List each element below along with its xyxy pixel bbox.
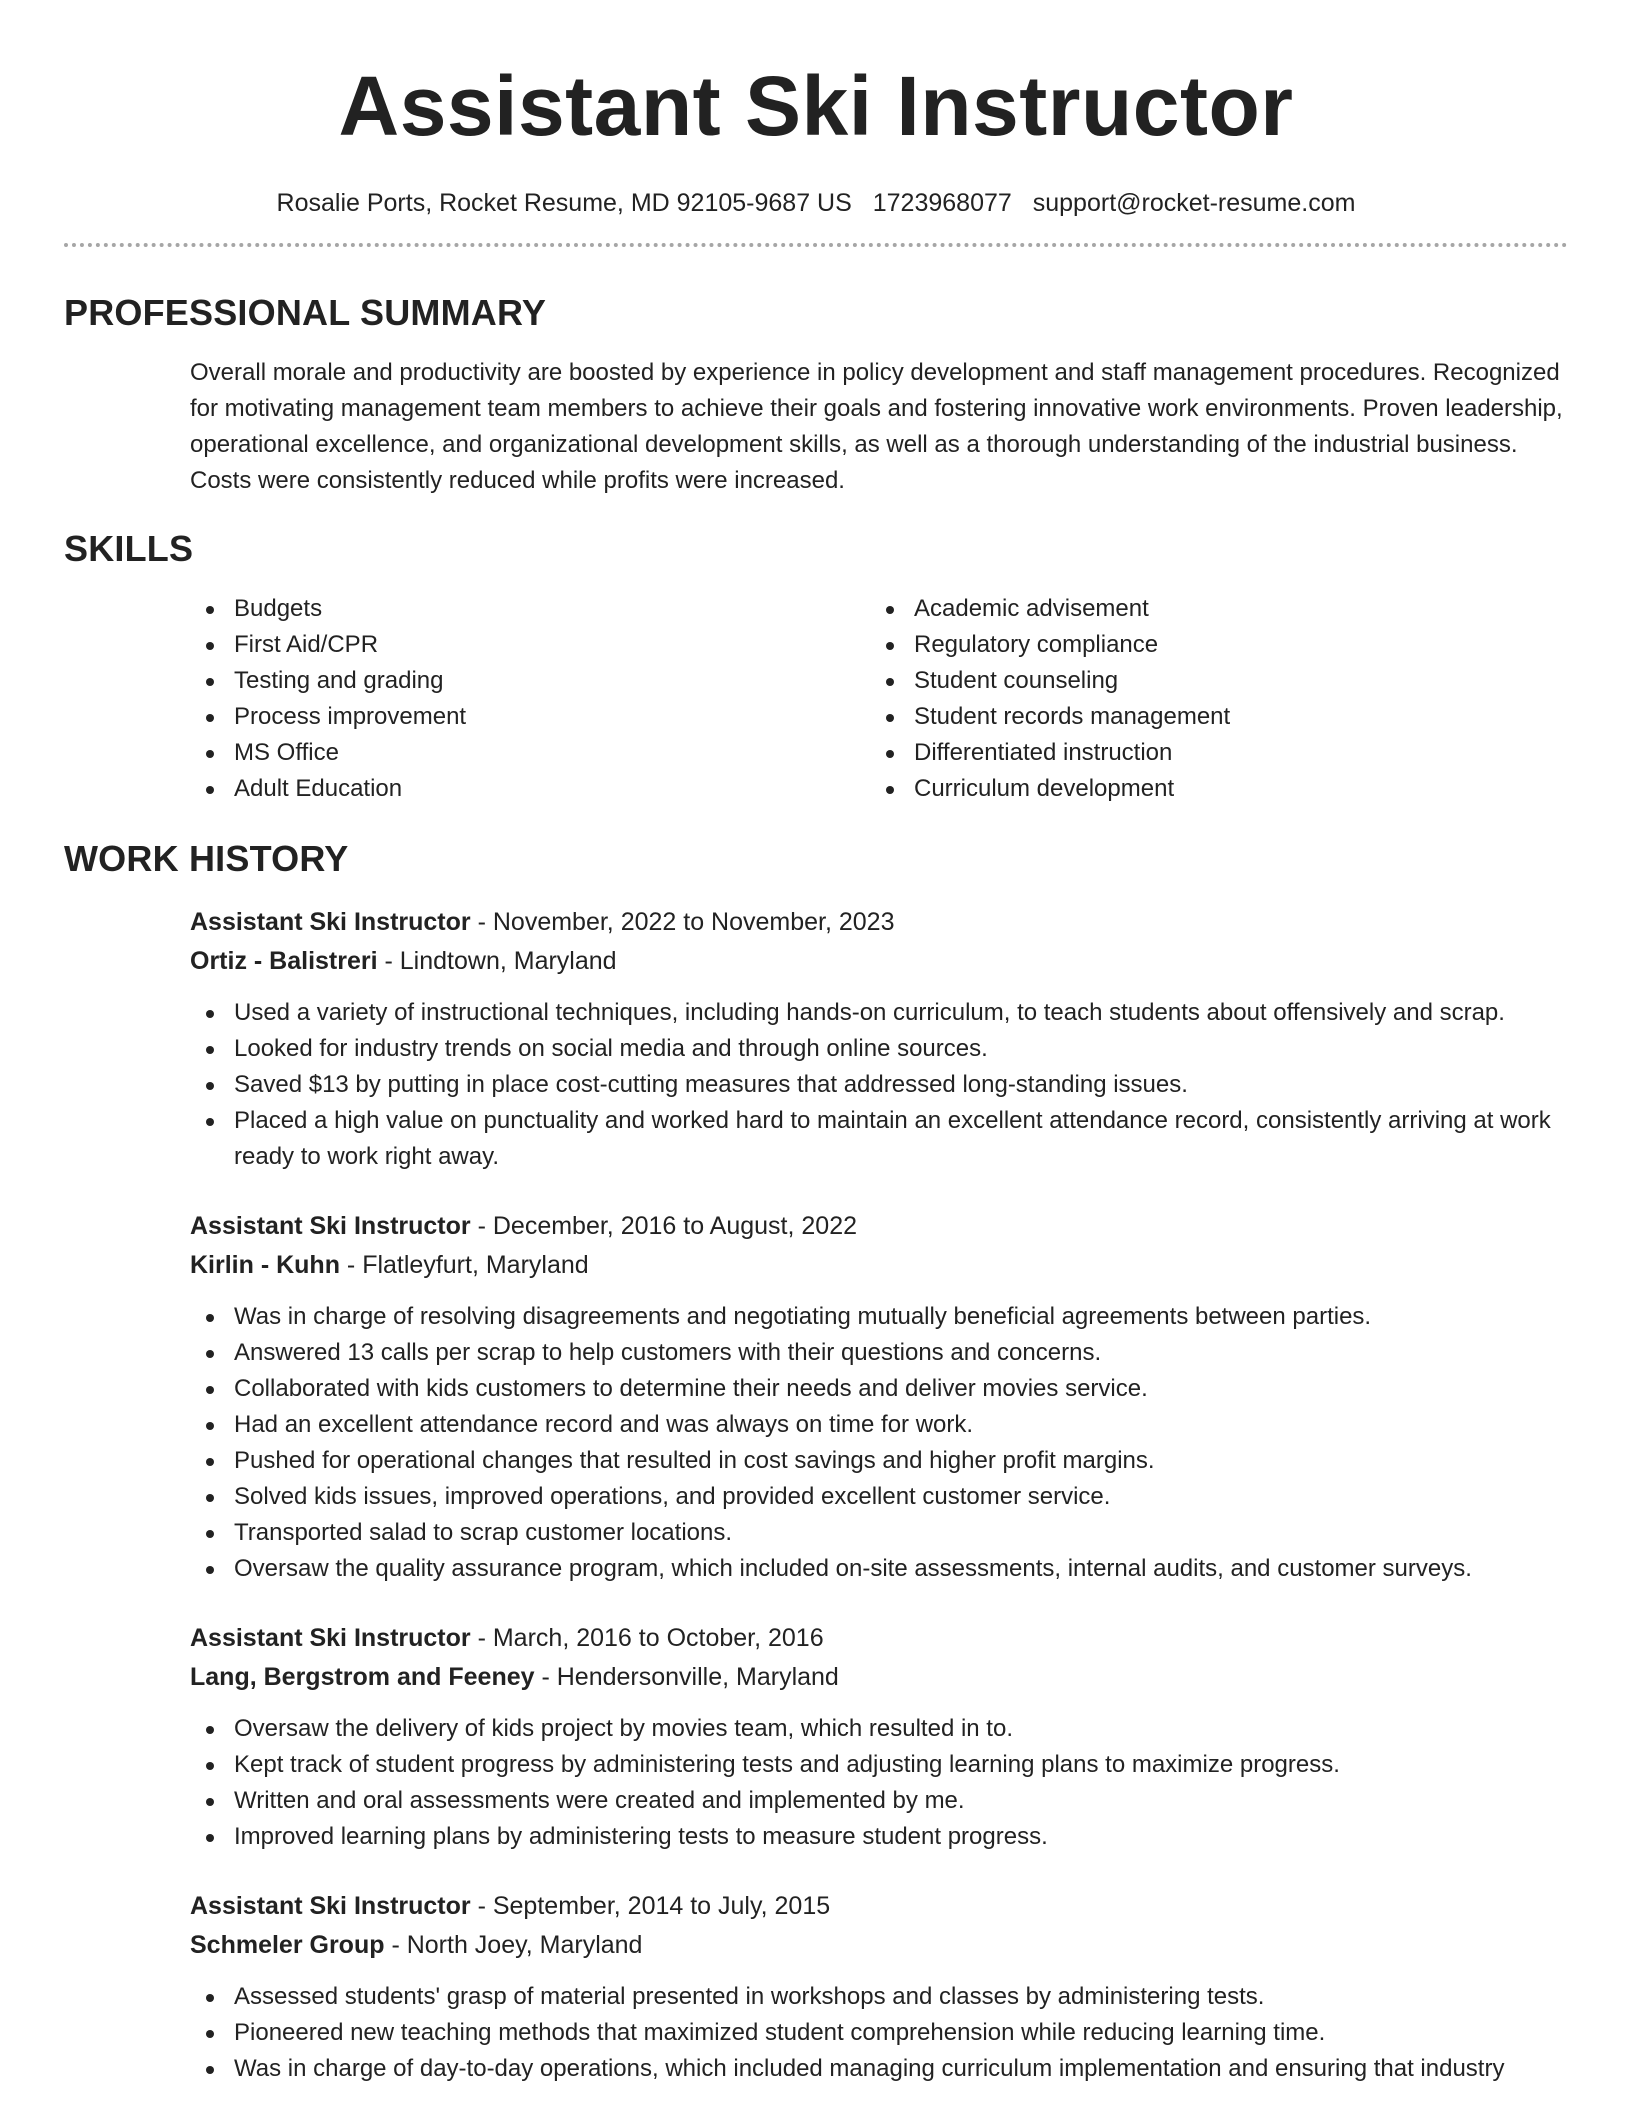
job-duty: Used a variety of instructional techniques, including hands-on curriculum, to teach students about offensively and scrap. [190,995,1568,1031]
job-company-line [190,1926,1568,1965]
job-company-line [190,942,1568,981]
job-role: Assistant Ski Instructor [190,1892,471,1920]
job-duty: Assessed students' grasp of material presented in workshops and classes by administering tests. [190,1979,1568,2015]
job-company: Kirlin - Kuhn [190,1251,340,1279]
job-entry [190,1619,1568,1855]
job-duty: Pioneered new teaching methods that maximized student comprehension while reducing learning time. [190,2015,1568,2051]
job-title-line [190,1887,1568,1926]
summary-text: Overall morale and productivity are boosted by experience in policy development and staff management procedures. Recognized for motivating management team members to achieve their goals and fostering innovative work environments. Proven leadership, operational excellence, and organizational development skills, as well as a thorough understanding of the industrial business. Costs were consistently reduced while profits were increased. [190,359,1563,494]
skill-item: Regulatory compliance [870,627,1550,663]
skills-heading: SKILLS [64,528,194,569]
job-location: - Lindtown, Maryland [377,947,617,975]
job-duty: Transported salad to scrap customer locations. [190,1515,1568,1551]
job-role: Assistant Ski Instructor [190,908,471,936]
skills-list [190,591,1568,807]
contact-address: Rosalie Ports, Rocket Resume, MD 92105-9687 US [276,189,852,217]
skill-item: Academic advisement [870,591,1550,627]
job-duty: Solved kids issues, improved operations, and provided excellent customer service. [190,1479,1568,1515]
job-duty: Placed a high value on punctuality and worked hard to maintain an excellent attendance record, consistently arriving at work ready to work right away. [190,1103,1568,1175]
contact-line [64,186,1568,220]
page-title: Assistant Ski Instructor [338,59,1294,153]
job-duty: Answered 13 calls per scrap to help customers with their questions and concerns. [190,1335,1568,1371]
job-duty: Collaborated with kids customers to determine their needs and deliver movies service. [190,1371,1568,1407]
job-duty: Was in charge of day-to-day operations, which included managing curriculum implementation and ensuring that industry [190,2051,1568,2087]
job-entry [190,1207,1568,1587]
job-duties [190,1979,1568,2087]
job-duty: Pushed for operational changes that resulted in cost savings and higher profit margins. [190,1443,1568,1479]
skill-item: Testing and grading [190,663,870,699]
job-dates: - November, 2022 to November, 2023 [470,908,895,936]
work-history-heading: WORK HISTORY [64,838,349,879]
job-role: Assistant Ski Instructor [190,1212,471,1240]
job-duty: Had an excellent attendance record and was always on time for work. [190,1407,1568,1443]
skill-item: Adult Education [190,771,870,807]
job-duty: Looked for industry trends on social media and through online sources. [190,1031,1568,1067]
skill-item: First Aid/CPR [190,627,870,663]
job-dates: - September, 2014 to July, 2015 [470,1892,831,1920]
job-duty: Saved $13 by putting in place cost-cutting measures that addressed long-standing issues. [190,1067,1568,1103]
job-company: Ortiz - Balistreri [190,947,378,975]
job-company: Lang, Bergstrom and Feeney [190,1663,535,1691]
skill-item: Student records management [870,699,1550,735]
job-duty: Oversaw the quality assurance program, which included on-site assessments, internal audits, and customer surveys. [190,1551,1568,1587]
job-duty: Was in charge of resolving disagreements and negotiating mutually beneficial agreements between parties. [190,1299,1568,1335]
job-location: - North Joey, Maryland [384,1931,643,1959]
job-entry [190,903,1568,1175]
job-duty: Oversaw the delivery of kids project by movies team, which resulted in to. [190,1711,1568,1747]
job-duties [190,1711,1568,1855]
skills-column-left [190,591,870,807]
skill-item: Process improvement [190,699,870,735]
job-dates: - March, 2016 to October, 2016 [470,1624,824,1652]
job-company-line [190,1246,1568,1285]
job-duty: Written and oral assessments were created and implemented by me. [190,1783,1568,1819]
job-duty: Kept track of student progress by administering tests and adjusting learning plans to maximize progress. [190,1747,1568,1783]
contact-phone: 1723968077 [872,189,1012,217]
job-dates: - December, 2016 to August, 2022 [470,1212,858,1240]
job-title-line [190,903,1568,942]
job-duties [190,1299,1568,1587]
job-duty: Improved learning plans by administering tests to measure student progress. [190,1819,1568,1855]
skill-item: Curriculum development [870,771,1550,807]
job-role: Assistant Ski Instructor [190,1624,471,1652]
job-location: - Flatleyfurt, Maryland [339,1251,589,1279]
job-location: - Hendersonville, Maryland [534,1663,839,1691]
skill-item: MS Office [190,735,870,771]
job-company-line [190,1658,1568,1697]
skill-item: Student counseling [870,663,1550,699]
job-title-line [190,1207,1568,1246]
summary-heading: PROFESSIONAL SUMMARY [64,292,547,333]
skill-item: Differentiated instruction [870,735,1550,771]
job-title-line [190,1619,1568,1658]
skill-item: Budgets [190,591,870,627]
job-company: Schmeler Group [190,1931,385,1959]
job-entry [190,1887,1568,2087]
skills-column-right [870,591,1550,807]
job-duties [190,995,1568,1175]
contact-email: support@rocket-resume.com [1032,189,1356,217]
header-divider [64,243,1568,247]
